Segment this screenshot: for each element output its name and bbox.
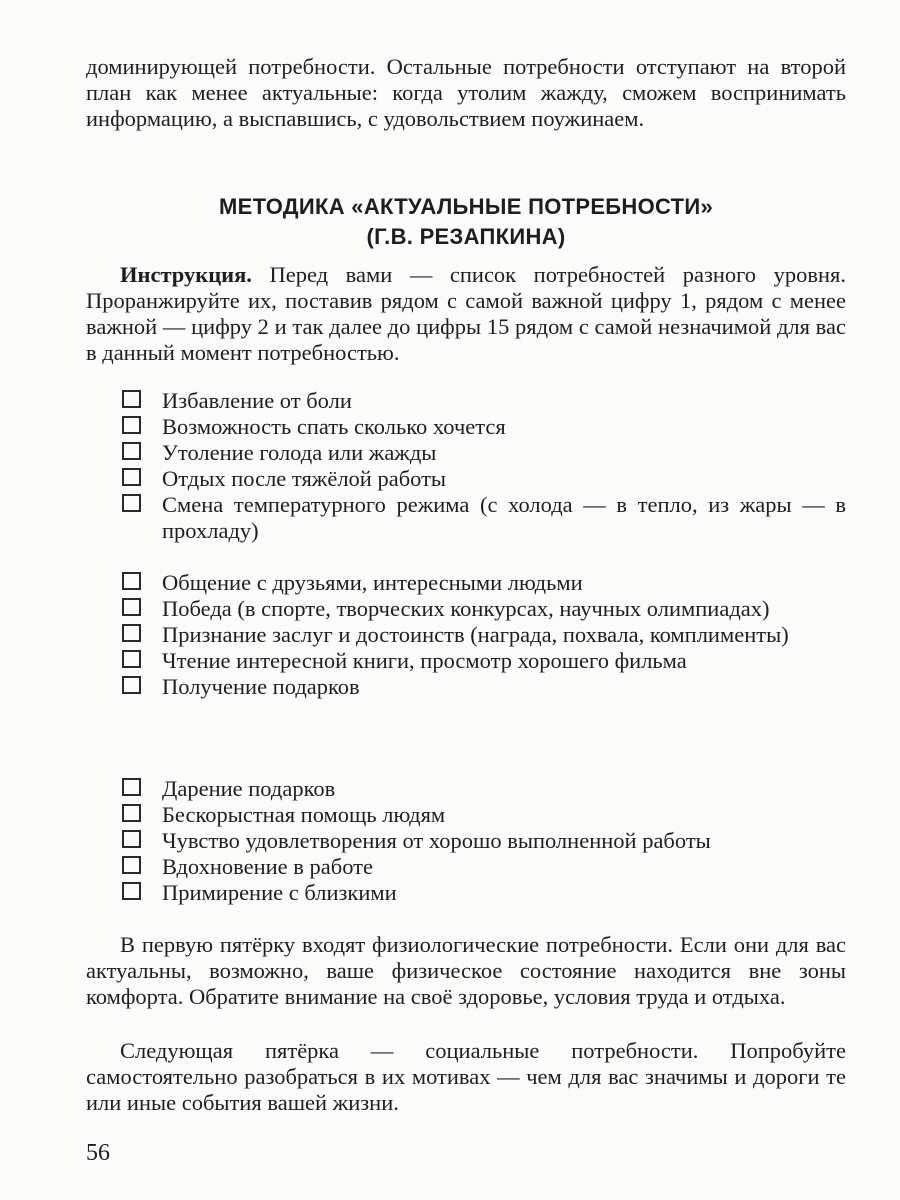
need-label: Возможность спать сколько хочется	[162, 414, 506, 439]
need-item	[122, 466, 846, 492]
need-item	[122, 596, 846, 622]
need-label: Вдохновение в работе	[162, 854, 374, 879]
need-label: Общение с друзьями, интересными людьми	[162, 570, 583, 595]
need-label: Признание заслуг и достоинств (награда, похвала, комплименты)	[162, 622, 789, 647]
need-item	[122, 854, 846, 880]
rank-checkbox[interactable]	[122, 494, 141, 512]
rank-checkbox[interactable]	[122, 804, 141, 822]
needs-group-physiological	[122, 388, 846, 544]
need-item	[122, 388, 846, 414]
instruction-text: Перед вами — список потребностей разного уровня. Проранжируйте их, поставив рядом с самой важной цифру 1, рядом с менее важной — цифру 2 и так далее до цифры 15 рядом с самой незначимой для вас в данный момент потребностью.	[86, 262, 846, 365]
need-item	[122, 414, 846, 440]
rank-checkbox[interactable]	[122, 416, 141, 434]
instruction-paragraph	[86, 262, 846, 366]
need-item	[122, 802, 846, 828]
need-label: Победа (в спорте, творческих конкурсах, научных олимпиадах)	[162, 596, 770, 621]
rank-checkbox[interactable]	[122, 390, 141, 408]
need-item	[122, 648, 846, 674]
needs-group-higher	[122, 776, 846, 906]
need-label: Получение подарков	[162, 674, 360, 699]
conclusion-paragraph-1: В первую пятёрку входят физиологические потребности. Если они для вас актуальны, возможно, ваше физическое состояние находится вне зоны комфорта. Обратите внимание на своё здоровье, условия труда и отдыха.	[86, 932, 846, 1009]
page-number: 56	[86, 1140, 110, 1166]
conclusion-paragraph-2: Следующая пятёрка — социальные потребности. Попробуйте самостоятельно разобраться в их мотивах — чем для вас значимы и дороги те или иные события вашей жизни.	[86, 1038, 846, 1115]
need-item	[122, 828, 846, 854]
instruction-label: Инструкция.	[120, 262, 252, 287]
need-item	[122, 440, 846, 466]
need-label: Утоление голода или жажды	[162, 440, 437, 465]
rank-checkbox[interactable]	[122, 572, 141, 590]
rank-checkbox[interactable]	[122, 442, 141, 460]
need-label: Чувство удовлетворения от хорошо выполненной работы	[162, 828, 711, 853]
need-label: Бескорыстная помощь людям	[162, 802, 446, 827]
method-title-line1: МЕТОДИКА «АКТУАЛЬНЫЕ ПОТРЕБНОСТИ»	[218, 194, 714, 219]
rank-checkbox[interactable]	[122, 598, 141, 616]
need-label: Смена температурного режима (с холода — в тепло, из жары — в прохладу)	[162, 492, 846, 543]
rank-checkbox[interactable]	[122, 650, 141, 668]
rank-checkbox[interactable]	[122, 624, 141, 642]
method-title-line2: (Г.В. РЕЗАПКИНА)	[366, 224, 566, 249]
need-item	[122, 492, 846, 544]
need-label: Примирение с близкими	[162, 880, 397, 905]
rank-checkbox[interactable]	[122, 882, 141, 900]
need-label: Отдых после тяжёлой работы	[162, 466, 447, 491]
need-label: Дарение подарков	[162, 776, 336, 801]
need-item	[122, 776, 846, 802]
rank-checkbox[interactable]	[122, 830, 141, 848]
need-label: Избавление от боли	[162, 388, 352, 413]
rank-checkbox[interactable]	[122, 676, 141, 694]
need-item	[122, 880, 846, 906]
need-label: Чтение интересной книги, просмотр хорошего фильма	[162, 648, 687, 673]
intro-paragraph: доминирующей потребности. Остальные потребности отступают на второй план как менее актуальные: когда утолим жажду, сможем воспринимать информацию, а выспавшись, с удовольствием поужинаем.	[86, 54, 846, 131]
need-item	[122, 570, 846, 596]
need-item	[122, 622, 846, 648]
rank-checkbox[interactable]	[122, 856, 141, 874]
needs-group-social	[122, 570, 846, 700]
need-item	[122, 674, 846, 700]
rank-checkbox[interactable]	[122, 468, 141, 486]
rank-checkbox[interactable]	[122, 778, 141, 796]
